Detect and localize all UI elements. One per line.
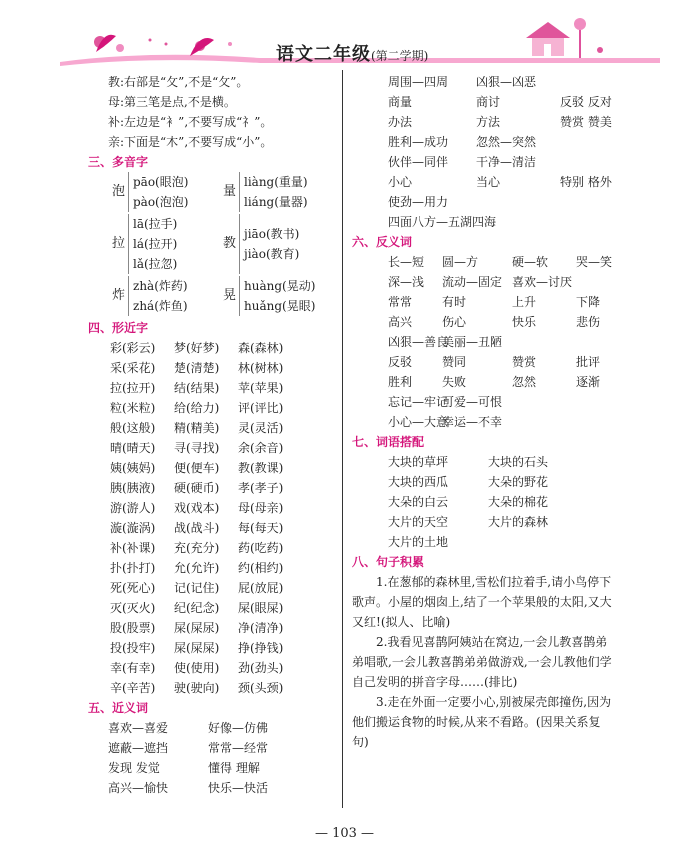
word-cell: 寻(寻找) <box>174 441 220 455</box>
word-cell: 赞同 <box>442 355 467 369</box>
word-row <box>352 492 617 512</box>
word-cell: 方法 <box>476 115 501 129</box>
synonyms-continued-list <box>352 72 617 232</box>
word-cell: 般(这般) <box>110 421 156 435</box>
word-row <box>352 332 617 352</box>
word-cell: 便(便车) <box>174 461 220 475</box>
polyphone-readings <box>239 276 334 316</box>
word-cell: 结(结果) <box>174 381 220 395</box>
reading: lǎ(拉忽) <box>133 257 178 271</box>
word-cell: 好像—仿佛 <box>208 721 269 735</box>
word-cell: 给(给力) <box>174 401 220 415</box>
sentence-paragraph: 1.在葱郁的森林里,雪松们拉着手,请小鸟停下歌声。小屋的烟囱上,结了一个苹果般的太阳,又大又红!(拟人、比喻) <box>352 575 612 629</box>
word-row <box>352 512 617 532</box>
word-row <box>88 638 336 658</box>
word-cell: 使劲—用力 <box>388 195 449 209</box>
antonyms-list <box>352 252 617 432</box>
word-cell: 周围—四周 <box>388 75 449 89</box>
word-cell: 四面八方—五湖四海 <box>388 215 497 229</box>
word-row <box>352 112 617 132</box>
word-cell: 失败 <box>442 375 467 389</box>
word-cell <box>560 212 640 232</box>
word-cell: 游(游人) <box>110 501 156 515</box>
word-cell: 母(母亲) <box>238 501 284 515</box>
reading: zhà(炸药) <box>133 279 188 293</box>
word-cell: 颈(头颈) <box>238 681 284 695</box>
section-heading-polyphones: 三、多音字 <box>88 155 149 169</box>
polyphone-char: 炸 <box>112 288 126 303</box>
word-cell: 反驳 <box>388 355 413 369</box>
word-cell: 快乐 <box>512 315 537 329</box>
word-row <box>352 132 617 152</box>
word-cell: 悲伤 <box>576 315 601 329</box>
word-cell: 办法 <box>388 115 413 129</box>
word-cell <box>476 212 560 232</box>
word-cell: 大块的草坪 <box>388 455 449 469</box>
word-row <box>88 598 336 618</box>
word-cell: 大朵的棉花 <box>488 495 549 509</box>
word-cell: 硬(硬币) <box>174 481 220 495</box>
word-cell: 胜利—成功 <box>388 135 449 149</box>
word-cell: 余(余音) <box>238 441 284 455</box>
word-cell: 股(股票) <box>110 621 156 635</box>
word-cell: 使(使用) <box>174 661 220 675</box>
word-row <box>88 358 336 378</box>
word-row <box>352 152 617 172</box>
word-cell: 特别 格外 <box>560 175 612 189</box>
column-divider <box>342 70 343 808</box>
word-cell: 大片的土地 <box>388 535 449 549</box>
word-row <box>352 352 617 372</box>
word-cell: 流动—固定 <box>442 275 503 289</box>
sentence-paragraph: 2.我看见喜鹊阿姨站在窝边,一会儿教喜鹊弟弟唱歌,一会儿教喜鹊弟弟做游戏,一会儿教他们学自己发明的拼音字母……(排比) <box>352 635 612 689</box>
word-cell: 懂得 理解 <box>208 761 260 775</box>
word-row <box>88 738 336 758</box>
reading: jiào(教育) <box>244 247 300 261</box>
word-cell: 忽然—突然 <box>476 135 537 149</box>
word-cell: 常常 <box>388 295 413 309</box>
word-cell: 幸(有幸) <box>110 661 156 675</box>
word-cell: 伤心 <box>442 315 467 329</box>
left-column <box>88 72 336 798</box>
word-row <box>88 518 336 538</box>
similar-chars-list <box>88 338 336 698</box>
word-cell: 精(精美) <box>174 421 220 435</box>
note-line: 教:右部是“攵”,不是“攵”。 <box>108 75 249 89</box>
section-heading-antonyms: 六、反义词 <box>352 235 413 249</box>
word-row <box>352 452 617 472</box>
word-cell: 发现 发觉 <box>108 761 160 775</box>
word-cell: 补(补课) <box>110 541 156 555</box>
word-row <box>88 618 336 638</box>
word-cell: 屎(屎尿) <box>174 621 220 635</box>
word-row <box>352 372 617 392</box>
word-cell: 伙伴—同伴 <box>388 155 449 169</box>
word-cell: 大朵的野花 <box>488 475 549 489</box>
word-row <box>88 758 336 778</box>
word-cell <box>576 392 636 412</box>
word-cell: 长—短 <box>388 255 425 269</box>
word-cell: 哭—笑 <box>576 255 613 269</box>
word-cell: 林(树林) <box>238 361 284 375</box>
word-cell: 每(每天) <box>238 521 284 535</box>
word-row <box>88 338 336 358</box>
word-cell: 教(教课) <box>238 461 284 475</box>
word-cell: 净(清净) <box>238 621 284 635</box>
page-number: — 103 — <box>314 826 375 841</box>
polyphone-row <box>88 276 336 316</box>
word-cell: 喜欢—讨厌 <box>512 275 573 289</box>
word-row <box>352 252 617 272</box>
right-column <box>352 72 617 752</box>
word-cell: 大块的西瓜 <box>388 475 449 489</box>
word-cell: 楚(清楚) <box>174 361 220 375</box>
reading: liáng(量器) <box>244 195 308 209</box>
word-row <box>352 312 617 332</box>
word-cell: 粒(米粒) <box>110 401 156 415</box>
word-row <box>352 212 617 232</box>
word-cell: 忽然 <box>512 375 537 389</box>
word-cell: 商讨 <box>476 95 501 109</box>
section-heading-collocations: 七、词语搭配 <box>352 435 425 449</box>
word-cell: 反驳 反对 <box>560 95 612 109</box>
reading: jiāo(教书) <box>244 227 300 241</box>
polyphone-char: 拉 <box>112 236 126 251</box>
word-row <box>88 538 336 558</box>
reading: huǎng(晃眼) <box>244 299 316 313</box>
word-cell: 遮蔽—遮挡 <box>108 741 169 755</box>
word-cell: 胰(胰液) <box>110 481 156 495</box>
word-cell: 评(评比) <box>238 401 284 415</box>
word-cell: 高兴—愉快 <box>108 781 169 795</box>
word-cell: 战(战斗) <box>174 521 220 535</box>
word-cell: 下降 <box>576 295 601 309</box>
word-row <box>352 532 617 552</box>
section-heading-similar-chars: 四、形近字 <box>88 321 149 335</box>
word-cell: 批评 <box>576 355 601 369</box>
word-cell: 幸运—不幸 <box>442 415 503 429</box>
word-cell: 小心 <box>388 175 413 189</box>
book-subtitle: (第二学期) <box>371 49 429 63</box>
polyphone-char: 教 <box>223 236 237 251</box>
word-row <box>352 92 617 112</box>
word-cell: 喜欢—喜爱 <box>108 721 169 735</box>
word-row <box>88 398 336 418</box>
word-cell: 屁(放屁) <box>238 581 284 595</box>
word-row <box>352 272 617 292</box>
word-cell: 药(吃药) <box>238 541 284 555</box>
word-row <box>352 172 617 192</box>
word-row <box>88 718 336 738</box>
polyphone-readings <box>239 214 334 274</box>
note-line: 亲:下面是“木”,不要写成“小”。 <box>108 135 273 149</box>
word-row <box>352 72 617 92</box>
polyphone-row <box>88 172 336 212</box>
book-title: 语文二年级 <box>276 44 371 65</box>
note-line: 母:第三笔是点,不是横。 <box>108 95 236 109</box>
word-cell <box>560 152 640 172</box>
word-cell <box>512 332 576 352</box>
polyphone-readings <box>239 172 334 212</box>
word-cell <box>488 532 608 552</box>
word-cell: 彩(彩云) <box>110 341 156 355</box>
page-header <box>0 0 689 72</box>
word-cell: 劲(劲头) <box>238 661 284 675</box>
word-cell <box>512 412 576 432</box>
synonyms-list <box>88 718 336 798</box>
word-cell: 大片的天空 <box>388 515 449 529</box>
word-row <box>352 412 617 432</box>
word-cell: 屎(屎屎) <box>174 641 220 655</box>
word-cell: 赞赏 赞美 <box>560 115 612 129</box>
word-cell: 梦(好梦) <box>174 341 220 355</box>
collocations-list <box>352 452 617 552</box>
reading: pāo(眼泡) <box>133 175 189 189</box>
word-row <box>88 778 336 798</box>
reading: huàng(晃动) <box>244 279 316 293</box>
word-cell: 苹(苹果) <box>238 381 284 395</box>
polyphone-readings <box>128 172 223 212</box>
word-cell: 上升 <box>512 295 537 309</box>
word-cell: 高兴 <box>388 315 413 329</box>
word-cell: 灭(灭火) <box>110 601 156 615</box>
word-cell: 投(投牢) <box>110 641 156 655</box>
word-cell: 充(充分) <box>174 541 220 555</box>
word-cell <box>576 272 636 292</box>
word-cell: 挣(挣钱) <box>238 641 284 655</box>
polyphone-char: 泡 <box>112 184 126 199</box>
word-cell: 大朵的白云 <box>388 495 449 509</box>
word-cell: 干净—清洁 <box>476 155 537 169</box>
section-heading-sentences: 八、句子积累 <box>352 555 425 569</box>
word-cell: 灵(灵活) <box>238 421 284 435</box>
word-row <box>88 418 336 438</box>
word-cell: 辛(辛苦) <box>110 681 156 695</box>
reading: pào(泡泡) <box>133 195 189 209</box>
word-cell: 允(允许) <box>174 561 220 575</box>
word-cell: 姨(姨妈) <box>110 461 156 475</box>
polyphone-readings <box>128 276 223 316</box>
word-cell: 森(森林) <box>238 341 284 355</box>
word-row <box>352 392 617 412</box>
word-row <box>88 558 336 578</box>
word-cell: 深—浅 <box>388 275 425 289</box>
house-icon <box>526 18 603 58</box>
note-line: 补:左边是“衤”,不要写成“礻”。 <box>108 115 273 129</box>
word-cell: 当心 <box>476 175 501 189</box>
word-cell: 忘记—牢记 <box>388 395 449 409</box>
word-cell: 大片的森林 <box>488 515 549 529</box>
header-title <box>276 40 428 66</box>
left-flower-icon <box>94 35 232 56</box>
word-cell: 美丽—丑陋 <box>442 335 503 349</box>
word-cell: 常常—经常 <box>208 741 269 755</box>
word-cell <box>560 192 640 212</box>
reading: liàng(重量) <box>244 175 308 189</box>
word-cell: 记(记住) <box>174 581 220 595</box>
word-cell: 死(死心) <box>110 581 156 595</box>
word-cell: 小心—大意 <box>388 415 449 429</box>
word-cell: 驶(驶向) <box>174 681 220 695</box>
word-cell <box>476 192 560 212</box>
word-row <box>88 578 336 598</box>
polyphone-row <box>88 214 336 274</box>
word-cell: 纪(纪念) <box>174 601 220 615</box>
reading: zhá(炸鱼) <box>133 299 188 313</box>
word-cell: 逐渐 <box>576 375 601 389</box>
word-row <box>352 192 617 212</box>
word-cell: 大块的石头 <box>488 455 549 469</box>
word-row <box>88 378 336 398</box>
word-cell: 约(相约) <box>238 561 284 575</box>
word-row <box>88 678 336 698</box>
word-cell: 商量 <box>388 95 413 109</box>
word-row <box>88 658 336 678</box>
word-cell: 快乐—快活 <box>208 781 269 795</box>
word-cell: 采(采花) <box>110 361 156 375</box>
word-cell <box>560 132 640 152</box>
word-cell: 凶狠—凶恶 <box>476 75 537 89</box>
word-row <box>352 292 617 312</box>
word-cell: 戏(戏本) <box>174 501 220 515</box>
word-cell: 拉(拉开) <box>110 381 156 395</box>
polyphone-char: 晃 <box>223 288 237 303</box>
reading: lá(拉开) <box>133 237 178 251</box>
section-heading-synonyms: 五、近义词 <box>88 701 149 715</box>
word-row <box>352 472 617 492</box>
word-cell: 胜利 <box>388 375 413 389</box>
word-cell: 晴(晴天) <box>110 441 156 455</box>
polyphone-char: 量 <box>223 184 237 199</box>
word-cell: 圆—方 <box>442 255 479 269</box>
word-row <box>88 438 336 458</box>
word-cell: 凶狠—善良 <box>388 335 449 349</box>
word-cell: 有时 <box>442 295 467 309</box>
word-cell: 屎(眼屎) <box>238 601 284 615</box>
word-cell: 可爱—可恨 <box>442 395 503 409</box>
polyphone-readings <box>128 214 223 274</box>
word-cell: 扑(扑打) <box>110 561 156 575</box>
reading: lā(拉手) <box>133 217 178 231</box>
word-cell: 硬—软 <box>512 255 549 269</box>
word-cell: 孝(孝子) <box>238 481 284 495</box>
word-row <box>88 498 336 518</box>
word-cell <box>560 72 640 92</box>
word-cell <box>512 392 576 412</box>
word-cell: 赞赏 <box>512 355 537 369</box>
sentence-paragraph: 3.走在外面一定要小心,别被屎壳郎撞伤,因为他们搬运食物的时候,从来不看路。(因果关系复句) <box>352 695 612 749</box>
word-cell: 漩(漩涡) <box>110 521 156 535</box>
word-row <box>88 478 336 498</box>
word-cell <box>576 412 636 432</box>
word-row <box>88 458 336 478</box>
word-cell <box>576 332 636 352</box>
